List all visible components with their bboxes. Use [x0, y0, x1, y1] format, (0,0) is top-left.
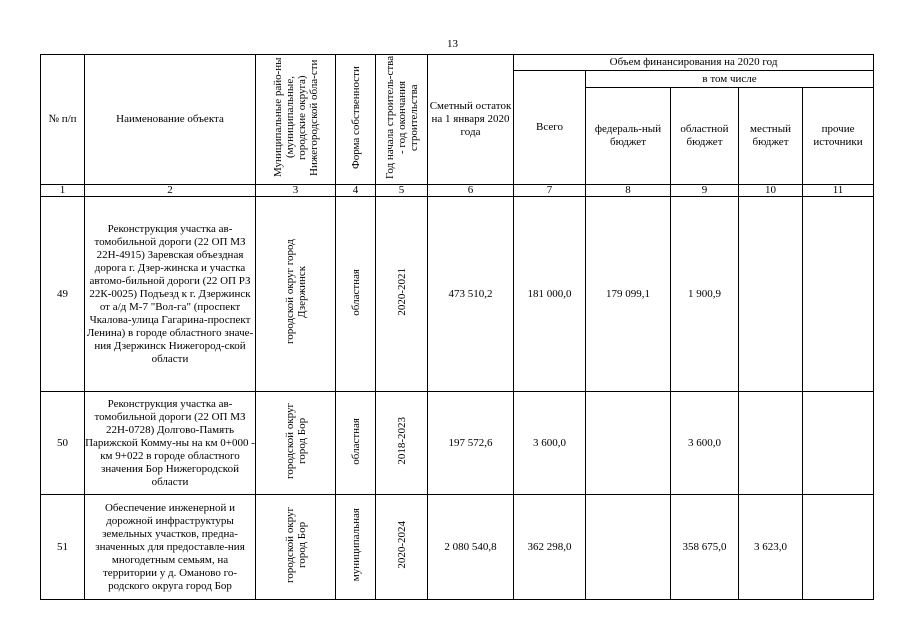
column-number: 1 — [41, 185, 85, 197]
header-num: № п/п — [41, 55, 85, 185]
row-regional: 1 900,9 — [671, 197, 739, 392]
row-remainder: 197 572,6 — [428, 392, 514, 495]
row-federal — [586, 392, 671, 495]
row-num: 50 — [41, 392, 85, 495]
row-other — [803, 495, 874, 600]
header-total: Всего — [514, 71, 586, 185]
row-municipal-text: городской округ город Бор — [283, 506, 308, 584]
row-total: 181 000,0 — [514, 197, 586, 392]
header-including: в том числе — [586, 71, 874, 88]
row-federal — [586, 495, 671, 600]
header-funding-group: Объем финансирования на 2020 год — [514, 55, 874, 71]
table-row — [41, 392, 874, 495]
row-years-text: 2018-2023 — [395, 417, 408, 465]
header-years-text: Год начала строитель-ства - год окончания строительства — [383, 55, 420, 180]
row-object-name: Реконструкция участка ав-томобильной дороги (22 ОП МЗ 22Н-4915) Заревская объездная дорога г. Дзер-жинска и участка автомо-бильной дороги (22 ОП РЗ 22К-0025) Подъезд к г. Дзержинск от а/д М-7 "Вол-га" (проспект Чкалова-улица Гагарина-проспект Ленина) в городе областного значе-ния Дзержинск Нижегород-ской области — [85, 197, 256, 392]
column-number: 6 — [428, 185, 514, 197]
column-number: 3 — [256, 185, 336, 197]
row-num: 51 — [41, 495, 85, 600]
row-object-name: Обеспечение инженерной и дорожной инфраструктуры земельных участков, предна-значенных для предоставле-ния многодетным семьям, на территории у д. Оманово го-родского округа город Бор — [85, 495, 256, 600]
header-municipal-text: Муниципальные райо-ны (муниципальные, городские округа) Нижегородской обла-сти — [271, 57, 320, 178]
header-remainder: Сметный остаток на 1 января 2020 года — [428, 55, 514, 185]
column-number: 10 — [739, 185, 803, 197]
row-ownership-text: областная — [349, 268, 362, 316]
row-years — [376, 495, 428, 600]
financing-table — [40, 54, 874, 600]
row-object-name: Реконструкция участка ав-томобильной дороги (22 ОП МЗ 22Н-0728) Долгово-Память Парижской Комму-ны на км 0+000 - км 9+022 в городе областного значения Бор Нижегородской области — [85, 392, 256, 495]
row-other — [803, 197, 874, 392]
row-other — [803, 392, 874, 495]
row-remainder: 2 080 540,8 — [428, 495, 514, 600]
header-years — [376, 55, 428, 185]
row-years — [376, 197, 428, 392]
row-years-text: 2020-2024 — [395, 521, 408, 569]
header-other: прочие источники — [803, 88, 874, 185]
row-total: 362 298,0 — [514, 495, 586, 600]
row-years-text: 2020-2021 — [395, 268, 408, 316]
row-years — [376, 392, 428, 495]
row-municipal — [256, 392, 336, 495]
row-local — [739, 197, 803, 392]
column-number: 7 — [514, 185, 586, 197]
header-regional: областной бюджет — [671, 88, 739, 185]
header-federal: федераль-ный бюджет — [586, 88, 671, 185]
header-ownership — [336, 55, 376, 185]
header-local: местный бюджет — [739, 88, 803, 185]
row-total: 3 600,0 — [514, 392, 586, 495]
row-ownership — [336, 495, 376, 600]
page-number: 13 — [447, 38, 458, 50]
row-ownership — [336, 392, 376, 495]
row-remainder: 473 510,2 — [428, 197, 514, 392]
column-number: 9 — [671, 185, 739, 197]
header-name: Наименование объекта — [85, 55, 256, 185]
column-number: 5 — [376, 185, 428, 197]
row-local: 3 623,0 — [739, 495, 803, 600]
header-municipal — [256, 55, 336, 185]
row-num: 49 — [41, 197, 85, 392]
row-ownership-text: муниципальная — [349, 508, 362, 582]
row-municipal — [256, 495, 336, 600]
row-regional: 3 600,0 — [671, 392, 739, 495]
table-row — [41, 495, 874, 600]
row-municipal-text: городской округ город Дзержинск — [283, 239, 308, 345]
column-number: 4 — [336, 185, 376, 197]
row-local — [739, 392, 803, 495]
row-ownership — [336, 197, 376, 392]
header-ownership-text: Форма собственности — [349, 66, 362, 169]
row-municipal — [256, 197, 336, 392]
column-number: 2 — [85, 185, 256, 197]
row-ownership-text: областная — [349, 417, 362, 465]
column-number: 11 — [803, 185, 874, 197]
column-number: 8 — [586, 185, 671, 197]
table-row — [41, 197, 874, 392]
row-federal: 179 099,1 — [586, 197, 671, 392]
row-regional: 358 675,0 — [671, 495, 739, 600]
row-municipal-text: городской округ город Бор — [283, 402, 308, 480]
